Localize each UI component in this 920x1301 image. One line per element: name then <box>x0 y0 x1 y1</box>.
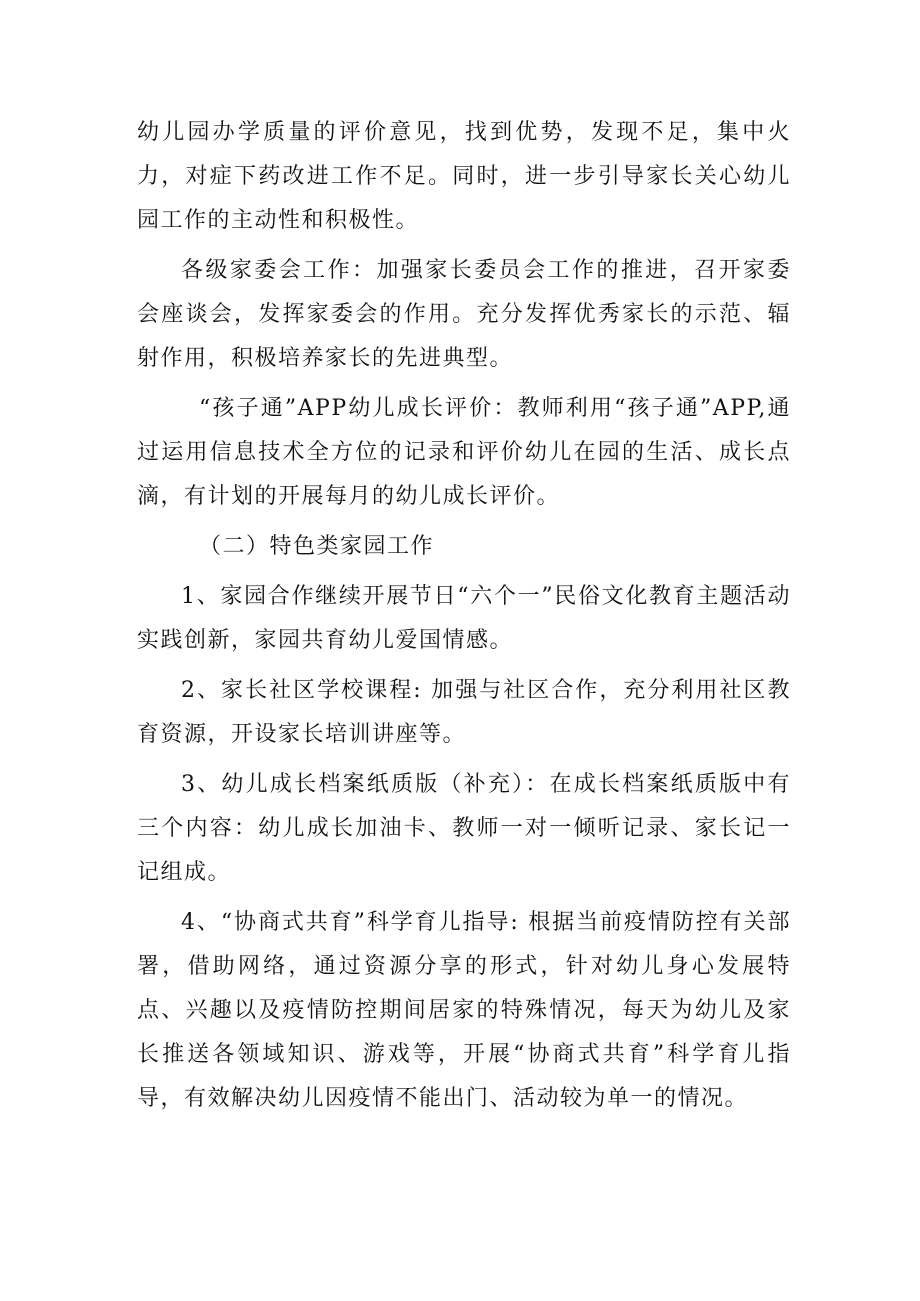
list-item-3: 3、幼儿成长档案纸质版（补充）：在成长档案纸质版中有三个内容：幼儿成长加油卡、教师一对一倾听记录、家长记一记组成。 <box>137 772 791 885</box>
list-item-4: 4、“协商式共育”科学育儿指导: 根据当前疫情防控有关部署，借助网络，通过资源分享的形式，针对幼儿身心发展特点、兴趣以及疫情防控期间居家的特殊情况，每天为幼儿及家长推送各领域知识、游戏等，开展“协商式共育”科学育儿指导，有效解决幼儿因疫情不能出门、活动较为单一的情况。 <box>137 910 791 1111</box>
paragraph-parent-committee: 各级家委会工作：加强家长委员会工作的推进，召开家委会座谈会，发挥家委会的作用。充分发挥优秀家长的示范、辐射作用，积极培养家长的先进典型。 <box>137 258 791 371</box>
paragraph-app-evaluation: “孩子通”APP幼儿成长评价：教师利用“孩子通”APP,通过运用信息技术全方位的记录和评价幼儿在园的生活、成长点滴，有计划的开展每月的幼儿成长评价。 <box>137 396 791 509</box>
paragraph-evaluation-continued: 幼儿园办学质量的评价意见，找到优势，发现不足，集中火力，对症下药改进工作不足。同时，进一步引导家长关心幼儿园工作的主动性和积极性。 <box>137 120 791 233</box>
list-item-2: 2、家长社区学校课程: 加强与社区合作，充分利用社区教育资源，开设家长培训讲座等。 <box>137 678 791 747</box>
list-item-1: 1、家园合作继续开展节日“六个一”民俗文化教育主题活动实践创新，家园共育幼儿爱国情感。 <box>137 584 791 653</box>
section-heading-featured-work: （二）特色类家园工作 <box>199 534 435 559</box>
document-body <box>137 111 791 1121</box>
